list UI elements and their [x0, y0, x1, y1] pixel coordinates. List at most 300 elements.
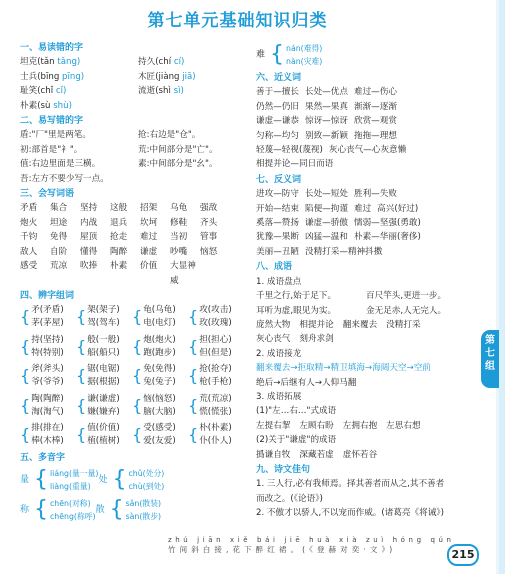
antonym-pair: 没精打采—精神抖擞	[304, 246, 383, 257]
miswritten-row	[20, 128, 250, 142]
vocab-word: 内战	[80, 217, 98, 228]
antonym-pair: 犹豫—果断	[256, 232, 299, 243]
misread-row	[20, 55, 250, 69]
brace-icon: {	[76, 336, 87, 356]
pair-stack	[143, 422, 176, 448]
pair-word: 龟(乌龟)	[143, 305, 176, 316]
antonym-pair: 开始—结束	[256, 203, 299, 214]
vocab-row	[20, 259, 250, 288]
pair-word: 荒(荒凉)	[199, 393, 232, 404]
synonym-row	[256, 114, 461, 128]
idiom: 左思右想	[386, 420, 421, 431]
vocab-word: 吹捧	[80, 261, 98, 272]
word: 耻笑(chǐ	[20, 86, 56, 97]
vocab-word: 炮火	[20, 217, 38, 228]
pinyin-wrong: pīng)	[62, 71, 85, 82]
pair-stack	[31, 393, 64, 419]
pair-stack	[199, 422, 232, 448]
antonym-row	[256, 216, 461, 230]
synonym-pair: 渐渐—逐渐	[353, 101, 397, 112]
idiom: 深藏若虚	[299, 449, 334, 460]
vocab-word: 感受	[20, 261, 38, 272]
reading: chù(到处)	[128, 482, 165, 492]
synonym-pair: 惊讶—惊讶	[304, 116, 348, 127]
antonym-row	[256, 230, 461, 244]
polyphone	[98, 465, 164, 495]
idiom-row	[256, 318, 461, 332]
idiom-quotes	[256, 289, 461, 318]
pair-stack	[87, 363, 120, 389]
polyphone	[20, 495, 96, 525]
idiom-quote: 金无足赤,人无完人。	[366, 305, 447, 316]
vocab-word: 强敌	[200, 203, 218, 214]
vocab-word	[200, 259, 250, 288]
char-pair-group	[20, 362, 250, 390]
polyphone-nan: 难 { nán(难得) nàn(灾难)	[256, 42, 323, 67]
polyphone	[96, 495, 161, 525]
brace-icon: {	[132, 366, 143, 386]
misread-item	[138, 84, 250, 98]
word: 士兵(bīng	[20, 71, 63, 82]
section-heading: 六、近义词	[256, 73, 302, 83]
antonym-pair: 朴素—华丽(奢侈)	[353, 232, 421, 243]
miswritten-row	[20, 143, 250, 157]
pair-word: 般(一般)	[87, 334, 120, 345]
idiom: 刻舟求剑	[299, 334, 334, 345]
char-pair	[20, 392, 76, 420]
misread-row	[20, 70, 250, 84]
pair-word: 特(特别)	[31, 347, 64, 358]
pinyin-wrong: jiā)	[182, 71, 196, 82]
section-heading: 一、易读错的字	[20, 43, 84, 53]
antonym-pair: 美丽—丑陋	[256, 246, 299, 257]
char-pair	[20, 333, 76, 361]
brace-icon: {	[132, 307, 143, 327]
polyphones	[20, 465, 250, 525]
idiom: 撝谦自牧	[256, 449, 291, 460]
expand-heading: (2)关于"谦虚"的成语	[256, 435, 337, 446]
pinyin-wrong: cǐ)	[55, 86, 67, 97]
brace-icon: {	[188, 307, 199, 327]
page-edge-inner	[496, 0, 499, 574]
pair-word: 担(担心)	[199, 334, 232, 345]
synonym-pair: 难过—伤心	[353, 87, 397, 98]
synonym-pair: 果然—果真	[304, 101, 348, 112]
synonym-pair: 灰心丧气—心灰意懒	[328, 145, 407, 156]
synonym-pair: 轻蔑—轻视(蔑视)	[256, 145, 323, 156]
synonyms	[256, 85, 461, 171]
misread-row	[20, 99, 250, 113]
antonym-pair: 进攻—防守	[256, 189, 299, 200]
polyphone-char: 处	[98, 475, 108, 486]
misread-item	[20, 84, 138, 98]
word: 木匠(jiàng	[138, 71, 183, 82]
char-pairs	[20, 303, 250, 449]
reading: sàn(散步)	[125, 512, 162, 522]
pair-word: 电(电灯)	[143, 318, 176, 329]
misread-row	[20, 84, 250, 98]
char-pair	[132, 303, 188, 331]
idiom-chain: 绝后→后继有人→人仰马翻	[256, 377, 357, 388]
pair-word: 脑(大脑)	[143, 406, 176, 417]
vocab-word: 坚持	[80, 203, 98, 214]
poem-line: 1. 三人行,必有我师焉。择其善者而从之,其不善者	[256, 479, 445, 490]
pair-word: 船(船只)	[87, 347, 120, 358]
vocab-row	[20, 201, 250, 215]
word: 流逝(shì	[138, 86, 174, 97]
idiom: 庞然大物	[256, 319, 291, 330]
miswritten-row	[20, 172, 250, 186]
synonym-row	[256, 100, 461, 114]
brace-icon: {	[20, 366, 31, 386]
misread-list	[20, 55, 250, 113]
polyphone	[20, 465, 98, 495]
right-column	[256, 40, 461, 521]
char-pair	[132, 421, 188, 449]
brace-icon: {	[132, 336, 143, 356]
brace-icon: {	[109, 497, 124, 523]
idiom: 翻来覆去	[342, 319, 378, 330]
pair-stack	[31, 422, 64, 448]
reading: liàng(重量)	[50, 482, 91, 492]
char-pair	[20, 303, 76, 331]
pair-word: 架(架子)	[87, 305, 120, 316]
antonym-pair: 陷便—拘谨	[304, 203, 348, 214]
left-column	[20, 40, 250, 525]
synonym-pair: 谦虚—谦恭	[256, 116, 299, 127]
vocab-word: 招架	[140, 203, 158, 214]
synonym-row	[256, 157, 461, 171]
pair-word: 但(但是)	[199, 347, 232, 358]
pair-word: 陶(陶醉)	[31, 393, 64, 404]
pair-word: 植(植树)	[87, 436, 120, 447]
polyphone-readings	[126, 497, 161, 523]
word: 持久(chí	[138, 57, 174, 68]
antonym-row	[256, 187, 461, 201]
reading: chǔ(处分)	[128, 469, 165, 479]
vocab-word: 抢走	[110, 232, 128, 243]
vocab-word: 谦虚	[140, 246, 158, 257]
subheading: 3. 成语拓展	[256, 391, 302, 402]
pair-word: 斧(斧头)	[31, 364, 64, 375]
antonym-pair: 奚落—赞扬	[256, 218, 299, 229]
pair-word: 朴(朴素)	[199, 423, 232, 434]
misread-item	[138, 55, 250, 69]
miswritten-item	[138, 172, 250, 186]
pair-word: 爱(友爱)	[143, 436, 176, 447]
section-heading: 三、会写词语	[20, 189, 75, 200]
vocab-word: 荒凉	[50, 261, 68, 272]
char-pair	[76, 421, 132, 449]
pinyin-wrong: shù)	[53, 100, 72, 111]
expand-heading: (1)"左…右…"式成语	[256, 406, 337, 417]
brace-icon: {	[76, 307, 87, 327]
section-heading: 七、反义词	[256, 174, 302, 185]
page-title: 第七单元基础知识归类	[147, 11, 328, 31]
pair-stack	[143, 393, 176, 419]
antonym-pair: 难过	[353, 203, 372, 214]
brace-icon: {	[188, 336, 199, 356]
word: 坦克(tǎn	[20, 57, 58, 68]
pair-word: 淘(淘气)	[31, 406, 64, 417]
vocab-word: 坦途	[50, 217, 68, 228]
pair-word: 慌(慌张)	[199, 406, 232, 417]
vocab-word: 这般	[110, 203, 128, 214]
idiom: 虚怀若谷	[342, 449, 378, 460]
pair-word: 跑(跑步)	[143, 347, 176, 358]
brace-icon: {	[76, 395, 87, 415]
vocab-list	[20, 201, 250, 287]
vocab-word: 朴素	[110, 261, 128, 272]
pair-word: 仆(仆人)	[199, 436, 232, 447]
synonym-pair: 相提并论—同日而语	[256, 159, 334, 170]
antonym-pair: 懦弱—坚强(勇敢)	[353, 218, 421, 229]
vocab-word: 大显神威	[170, 261, 196, 286]
idiom: 左顾右盼	[299, 420, 334, 431]
idiom: 相提并论	[299, 319, 334, 330]
idiom-quote-row	[256, 304, 461, 318]
synonym-pair: 仍然—仍旧	[256, 101, 299, 112]
section-heading: 八、成语	[256, 262, 293, 273]
idiom: 左拥右抱	[342, 420, 378, 431]
char-pair	[132, 392, 188, 420]
pair-word: 免(免得)	[143, 364, 176, 375]
pair-word: 锯(电锯)	[87, 364, 120, 375]
pinyin-wrong: tǎng)	[57, 57, 81, 68]
pair-stack	[31, 304, 64, 330]
subheading: 2. 成语接龙	[256, 348, 302, 359]
antonym-pair: 高兴(好过)	[377, 203, 419, 214]
char-pair	[188, 333, 244, 361]
brace-icon: {	[20, 307, 31, 327]
expand-list	[256, 419, 461, 433]
char-pair	[76, 362, 132, 390]
vocab-word: 齐头	[200, 217, 218, 228]
pair-stack	[31, 363, 64, 389]
miswritten-item: 素:中间部分是"幺"。	[138, 159, 218, 170]
polyphone-char: 散	[95, 505, 105, 516]
pair-word: 排(排在)	[31, 423, 64, 434]
pair-word: 矛(矛盾)	[31, 305, 64, 316]
poem-line: 2. 不傲才以骄人,不以宠而作威。(诸葛亮《将诫》)	[256, 508, 444, 519]
char-pair	[20, 421, 76, 449]
brace-icon: {	[132, 425, 143, 445]
section-heading: 四、辨字组词	[20, 290, 75, 301]
vocab-row	[20, 245, 250, 259]
pair-word: 据(根据)	[87, 377, 120, 388]
reading: liáng(量一量)	[50, 469, 99, 479]
polyphone-readings	[128, 467, 164, 493]
brace-icon: {	[188, 366, 199, 386]
idiom: 左提右挈	[256, 420, 291, 431]
word: 朴素(sù	[20, 100, 54, 111]
antonym-pair: 胜利—失败	[353, 189, 397, 200]
unit-tab: 第 七 组	[481, 330, 499, 388]
pair-word: 炮(炮火)	[143, 334, 176, 345]
pair-stack	[31, 334, 64, 360]
pair-stack	[199, 363, 232, 389]
pair-word: 爷(爷爷)	[31, 377, 64, 388]
misread-item	[138, 70, 250, 84]
pair-word: 兔(兔子)	[143, 377, 176, 388]
miswritten-item: 初:部首是"衤"。	[20, 144, 83, 155]
footer-quote: zhú jiān xiě bái jiē huà xià zuì hóng qún 竹间斜白接,花下醉红裙。(《登赫对奕·文》)	[168, 536, 455, 554]
antonym-row	[256, 202, 461, 216]
char-pair-group	[20, 392, 250, 420]
pair-stack	[199, 304, 232, 330]
pair-stack	[87, 334, 120, 360]
pair-stack	[87, 304, 120, 330]
idiom-quote-row	[256, 289, 461, 303]
synonym-pair: 别致—新颖	[304, 130, 348, 141]
misread-item	[20, 99, 138, 113]
idiom-list	[256, 318, 461, 347]
vocab-word: 退兵	[110, 217, 128, 228]
brace-icon: {	[188, 395, 199, 415]
pair-word: 恼(恼怒)	[143, 393, 176, 404]
pair-word: 棒(木棒)	[31, 436, 64, 447]
expand-list	[256, 448, 461, 462]
polyphone-char: 量	[20, 475, 30, 486]
pinyin-wrong: cí)	[173, 57, 185, 68]
page-edge	[499, 0, 505, 574]
pair-word: 枪(手枪)	[199, 377, 232, 388]
vocab-word: 当初	[170, 232, 188, 243]
pair-stack	[87, 422, 120, 448]
miswritten-row	[20, 157, 250, 171]
polyphone-row	[20, 495, 250, 525]
idiom-chain: 翻来覆去→拒取精→精卫填海→海阔天空→空前	[256, 363, 431, 374]
antonym-pair: 长处—短处	[304, 189, 348, 200]
brace-icon: {	[76, 425, 87, 445]
synonym-pair: 匀称—均匀	[256, 130, 299, 141]
pair-stack	[199, 393, 232, 419]
miswritten-item: 值:右边里面是三横。	[20, 159, 101, 170]
vocab-word: 恼怒	[200, 246, 218, 257]
polyphone-char: 称	[20, 505, 30, 516]
vocab-word: 乌龟	[170, 203, 188, 214]
brace-icon: {	[20, 336, 31, 356]
char-pair	[188, 392, 244, 420]
polyphone-row	[20, 465, 250, 495]
pair-stack	[199, 334, 232, 360]
miswritten-item: 盾:"厂"里是两笔。	[20, 130, 91, 141]
miswritten-item: 抢:右边是"仓"。	[138, 130, 201, 141]
pair-word: 受(感受)	[143, 423, 176, 434]
vocab-word: 千钧	[20, 232, 38, 243]
char-pair	[132, 333, 188, 361]
vocab-word: 免得	[50, 232, 68, 243]
vocab-word: 集合	[50, 203, 68, 214]
brace-icon: {	[270, 42, 284, 67]
char-pair-group	[20, 303, 250, 331]
miswritten-item: 荒:中间部分是"亡"。	[138, 144, 218, 155]
synonym-row	[256, 129, 461, 143]
antonym-pair: 凶猛—温和	[304, 232, 348, 243]
char-pair	[132, 362, 188, 390]
antonyms	[256, 187, 461, 259]
synonym-pair: 善于—擅长	[256, 87, 299, 98]
char-pair	[188, 421, 244, 449]
pair-word: 持(坚持)	[31, 334, 64, 345]
pair-stack	[87, 393, 120, 419]
pair-stack	[143, 334, 176, 360]
brace-icon: {	[20, 425, 31, 445]
char-pair	[76, 303, 132, 331]
miswritten-item: 吾:左方不要少写一点。	[20, 173, 109, 184]
reading: sǎn(散装)	[125, 499, 162, 509]
brace-icon: {	[20, 395, 31, 415]
vocab-row	[20, 216, 250, 230]
idiom-quote: 耳听为虚,眼见为实。	[256, 305, 337, 316]
pair-word: 玫(玫瑰)	[199, 318, 232, 329]
vocab-word: 吵嘴	[170, 246, 188, 257]
vocab-word: 管事	[200, 232, 218, 243]
pair-word: 驾(驾车)	[87, 318, 120, 329]
misread-item	[20, 70, 138, 84]
reading: chēng(称呼)	[50, 512, 96, 522]
char-pair	[76, 333, 132, 361]
vocab-word: 价值	[140, 261, 158, 272]
pair-stack	[143, 304, 176, 330]
char-pair	[188, 303, 244, 331]
poem-line: 而改之。(《论语》)	[256, 493, 323, 504]
vocab-word: 矛盾	[20, 203, 38, 214]
char-pair	[188, 362, 244, 390]
pinyin-wrong: sì)	[173, 86, 184, 97]
brace-icon: {	[76, 366, 87, 386]
pair-word: 谦(谦虚)	[87, 393, 120, 404]
section-heading: 九、诗文佳句	[256, 464, 311, 475]
section-heading: 五、多音字	[20, 452, 66, 463]
synonym-pair: 长处—优点	[304, 87, 348, 98]
pair-word: 茅(茅屋)	[31, 318, 64, 329]
vocab-word: 坎坷	[140, 217, 158, 228]
brace-icon: {	[34, 497, 48, 523]
misread-item	[20, 55, 138, 69]
pair-stack	[143, 363, 176, 389]
char-pair-group	[20, 333, 250, 361]
char-pair	[20, 362, 76, 390]
brace-icon: {	[188, 425, 199, 445]
char-pair-group	[20, 421, 250, 449]
brace-icon: {	[112, 467, 127, 493]
vocab-word: 自阶	[50, 246, 68, 257]
brace-icon: {	[132, 395, 143, 415]
char-pair	[76, 392, 132, 420]
idiom-quote: 千里之行,始于足下。	[256, 291, 337, 302]
pair-word: 值(价值)	[87, 423, 120, 434]
brace-icon: {	[34, 467, 48, 493]
vocab-word: 修鞋	[170, 217, 188, 228]
idiom: 灰心丧气	[256, 334, 291, 345]
subheading: 1. 成语盘点	[256, 276, 302, 287]
pair-word: 抢(抢夺)	[199, 364, 232, 375]
idiom-row	[256, 332, 461, 346]
section-heading: 二、易写错的字	[20, 116, 84, 127]
antonym-row	[256, 245, 461, 259]
reading: chēn(对称)	[50, 499, 91, 509]
vocab-word: 屋顶	[80, 232, 98, 243]
misread-item	[138, 99, 250, 113]
pair-word: 嫌(嫌弃)	[87, 406, 120, 417]
synonym-row	[256, 85, 461, 99]
synonym-row	[256, 143, 461, 157]
vocab-word: 难过	[140, 232, 158, 243]
synonym-pair: 拖拖—理想	[353, 130, 397, 141]
synonym-pair: 欣赏—观赏	[353, 116, 397, 127]
vocab-word: 敌人	[20, 246, 38, 257]
